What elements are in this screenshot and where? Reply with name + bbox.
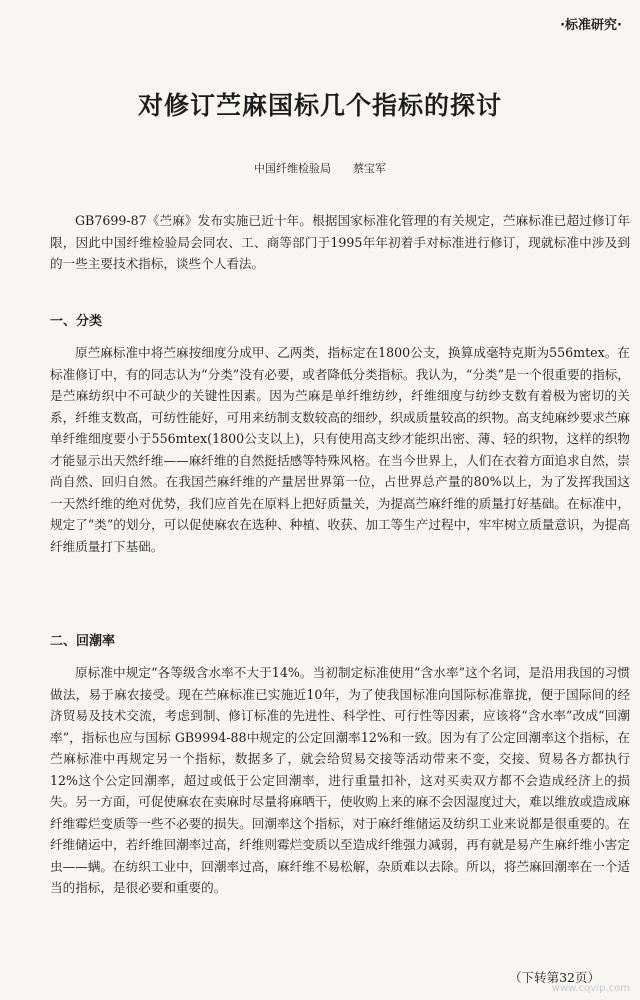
section-heading-moisture-regain: 二、回潮率: [50, 634, 116, 649]
section-heading-classification: 一、分类: [50, 314, 103, 329]
byline: [0, 160, 640, 176]
author-name: 蔡宝军: [353, 162, 386, 175]
section-body-moisture-regain: 原标准中规定“各等级含水率不大于14%。当初制定标准使用“含水率”这个名词，是沿用我国的习惯做法，易于麻农接受。现在苎麻标准已实施近10年，为了使我国标准向国际标准靠拢，便于国际间的经济贸易及技术交流，考虑到制、修订标准的先进性、科学性、可行性等因素，应该将“含水率”改成“回潮率”，指标也应与国标 GB9994-88中规定的公定回潮率12%和一致。因为有了公定回潮率这个指标，在苎麻标准中再规定另一个指标，数据多了，就会给贸易交接等活动带来不变，交接、贸易各方都执行12%这个公定回潮率，超过或低于公定回潮率，进行重量扣补，这对买卖双方都不会造成经济上的损失。另一方面，可促使麻农在卖麻时尽量将麻晒干，使收购上来的麻不会因湿度过大，难以维放或造成麻纤维霉烂变质等一些不必要的损失。回潮率这个指标，对于麻纤维储运及纺织工业来说都是很重要的。在纤维储运中，若纤维回潮率过高，纤维则霉烂变质以至造成纤维强力减弱，再有就是易产生麻纤维小害定虫——螨。在纺织工业中，回潮率过高，麻纤维不易松解，杂质难以去除。所以，将苎麻回潮率在一个适当的指标，是很必要和重要的。: [50, 665, 630, 895]
author-organization: 中国纤维检验局: [254, 162, 331, 175]
section-body-classification: 原苎麻标准中将苎麻按细度分成甲、乙两类，指标定在1800公支，换算成毫特克斯为556mtex。在标准修订中，有的同志认为“分类”没有必要，或者降低分类指标。我认为，“分类”是一个很重要的指标，是苎麻纺织中不可缺少的关键性因素。因为苎麻是单纤维纺纱，纤维细度与纺纱支数有着极为密切的关系，纤维支数高，可纺性能好，可用来纺制支数较高的细纱，织成质量较高的织物。高支纯麻纱要求苎麻单纤维细度要小于556mtex(1800公支以上)，只有使用高支纱才能织出密、薄、轻的织物，这样的织物才能显示出天然纤维——麻纤维的自然挺括感等特殊风格。在当今世界上，人们在衣着方面追求自然，崇尚自然、回归自然。在我国苎麻纤维的产量居世界第一位，占世界总产量的80%以上，为了发挥我国这一天然纤维的绝对优势，我们应首先在原料上把好质量关，为提高苎麻纤维的质量打好基础。在标准中，规定了“类”的划分，可以促使麻农在选种、种植、收获、加工等生产过程中，牢牢树立质量意识，为提高纤维质量打下基础。: [50, 345, 630, 554]
watermark: www.cqvip.com: [551, 983, 630, 994]
intro-paragraph: GB7699-87《苎麻》发布实施已近十年。根据国家标准化管理的有关规定，苎麻标准已超过修订年限，因此中国纤维检验局会同农、工、商等部门于1995年年初着手对标准进行修订，现就标准中涉及到的一些主要技术指标，谈些个人看法。: [50, 213, 630, 271]
article-title: 对修订苎麻国标几个指标的探讨: [137, 91, 502, 120]
column-tag: ·标准研究·: [560, 18, 622, 33]
continued-on-note: （下转第32页）: [509, 970, 600, 985]
